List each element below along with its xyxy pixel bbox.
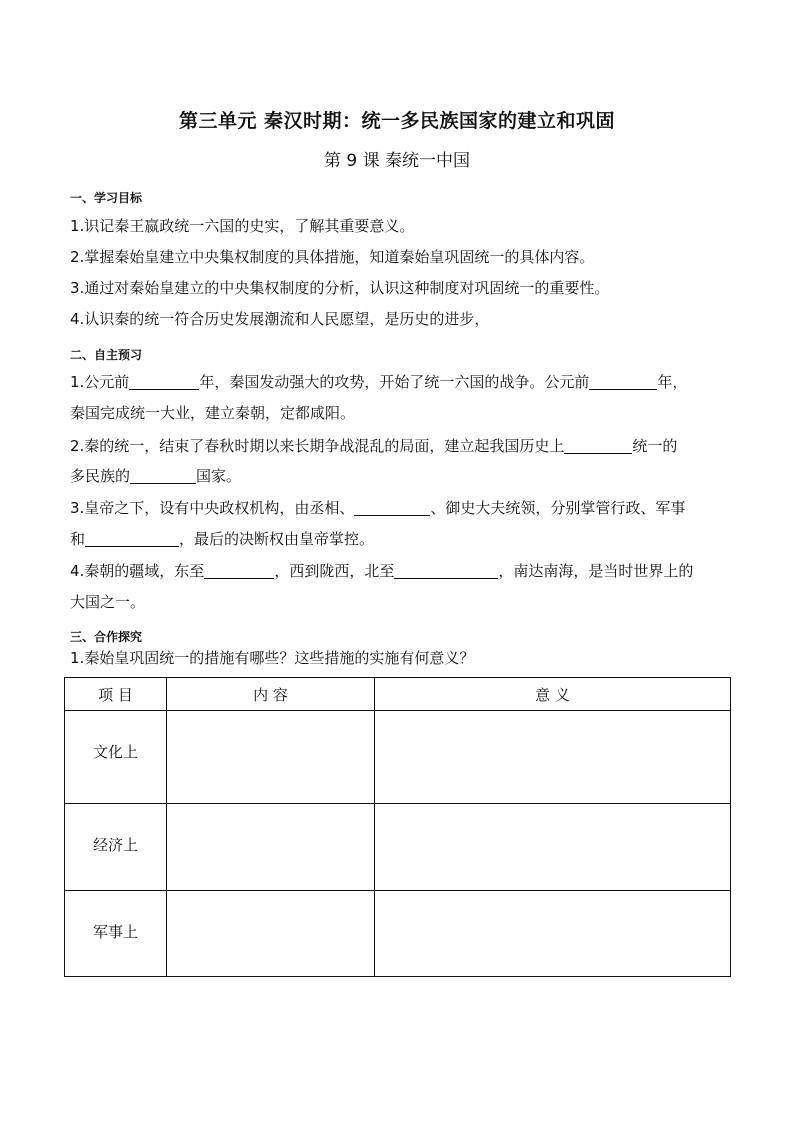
preview-question-1 xyxy=(70,366,730,398)
preview-question-1-cont: 秦国完成统一大业，建立秦朝，定都咸阳。 xyxy=(70,404,356,422)
inquiry-table xyxy=(64,677,731,977)
section-heading-inquiry: 三、合作探究 xyxy=(70,630,143,644)
row-label-military: 军事上 xyxy=(65,891,167,977)
inquiry-question: 1.秦始皇巩固统一的措施有哪些？这些措施的实施有何意义？ xyxy=(70,649,475,667)
q2-text-c: 多民族的 xyxy=(70,467,131,485)
preview-question-4 xyxy=(70,555,730,587)
section-heading-objectives: 一、学习目标 xyxy=(70,191,143,205)
military-meaning-cell[interactable] xyxy=(375,891,731,977)
q1-text-b: 年，秦国发动强大的攻势，开始了统一六国的战争。公元前 xyxy=(199,373,590,391)
q1-blank-2[interactable] xyxy=(589,373,657,390)
table-row xyxy=(65,804,731,891)
objective-item-3: 3.通过对秦始皇建立的中央集权制度的分析，认识这种制度对巩固统一的重要性。 xyxy=(70,279,610,297)
table-header-row xyxy=(65,678,731,711)
military-content-cell[interactable] xyxy=(167,891,375,977)
preview-question-3-cont xyxy=(70,523,730,555)
q1-blank-1[interactable] xyxy=(129,373,199,390)
culture-content-cell[interactable] xyxy=(167,711,375,804)
column-header-meaning: 意 义 xyxy=(375,678,731,711)
q4-blank-1[interactable] xyxy=(204,562,274,579)
q3-blank-1[interactable] xyxy=(354,499,430,516)
preview-question-2-cont xyxy=(70,460,730,492)
q4-text-b: ，西到陇西，北至 xyxy=(274,562,395,580)
q3-text-d: ，最后的决断权由皇帝掌控。 xyxy=(179,530,375,548)
preview-question-4-cont: 大国之一。 xyxy=(70,593,146,611)
column-header-content: 内 容 xyxy=(167,678,375,711)
table-row xyxy=(65,891,731,977)
q1-text-c: 年， xyxy=(657,373,688,391)
objective-item-1: 1.识记秦王嬴政统一六国的史实，了解其重要意义。 xyxy=(70,217,415,235)
column-header-item: 项 目 xyxy=(65,678,167,711)
unit-title: 第三单元 秦汉时期：统一多民族国家的建立和巩固 xyxy=(178,110,616,132)
q3-text-a: 3.皇帝之下，设有中央政权机构，由丞相、 xyxy=(70,499,355,517)
preview-question-3 xyxy=(70,492,730,524)
q3-text-b: 、御史大夫统领，分别掌管行政、军事 xyxy=(430,499,686,517)
q3-blank-2[interactable] xyxy=(85,530,179,547)
lesson-title: 第 9 课 秦统一中国 xyxy=(323,151,471,171)
culture-meaning-cell[interactable] xyxy=(375,711,731,804)
economy-content-cell[interactable] xyxy=(167,804,375,891)
section-heading-preview: 二、自主预习 xyxy=(70,348,143,362)
preview-question-2 xyxy=(70,430,730,462)
q4-blank-2[interactable] xyxy=(394,562,498,579)
q2-blank-1[interactable] xyxy=(564,437,632,454)
q2-text-a: 2.秦的统一，结束了春秋时期以来长期争战混乱的局面，建立起我国历史上 xyxy=(70,437,565,455)
q2-text-d: 国家。 xyxy=(196,467,242,485)
table-row xyxy=(65,711,731,804)
q4-text-a: 4.秦朝的疆域，东至 xyxy=(70,562,205,580)
row-label-culture: 文化上 xyxy=(65,711,167,804)
q2-text-b: 统一的 xyxy=(632,437,678,455)
row-label-economy: 经济上 xyxy=(65,804,167,891)
objective-item-4: 4.认识秦的统一符合历史发展潮流和人民愿望，是历史的进步， xyxy=(70,310,490,328)
q3-text-c: 和 xyxy=(70,530,86,548)
economy-meaning-cell[interactable] xyxy=(375,804,731,891)
q1-text-a: 1.公元前 xyxy=(70,373,130,391)
q2-blank-2[interactable] xyxy=(130,467,196,484)
q4-text-c: ，南达南海，是当时世界上的 xyxy=(498,562,694,580)
objective-item-2: 2.掌握秦始皇建立中央集权制度的具体措施，知道秦始皇巩固统一的具体内容。 xyxy=(70,248,595,266)
